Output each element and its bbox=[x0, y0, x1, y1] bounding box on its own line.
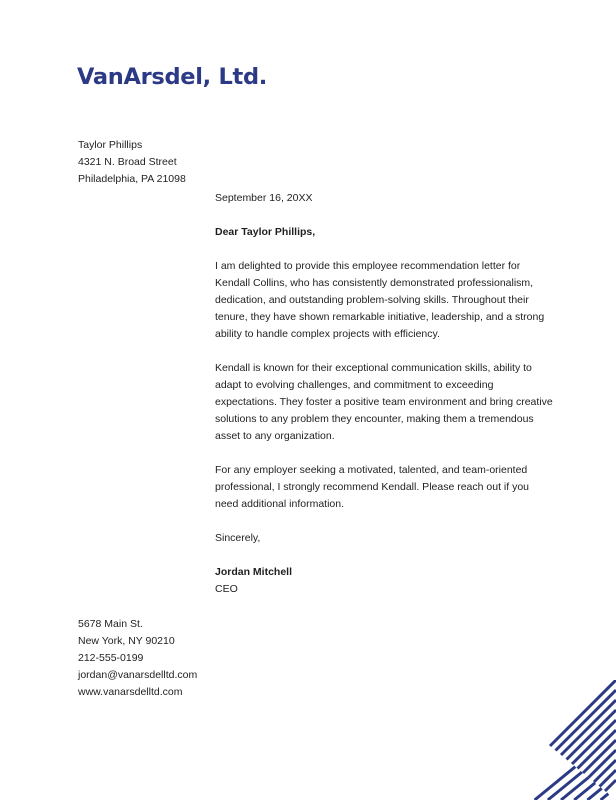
decorative-stripe bbox=[561, 778, 589, 800]
sender-city-state-zip: New York, NY 90210 bbox=[78, 635, 175, 647]
decorative-stripe bbox=[601, 794, 609, 800]
letter-paragraph-3: For any employer seeking a motivated, talented, and team-oriented professional, I strongly recommend Kendall. Please reach out if you need additional information. bbox=[215, 464, 530, 510]
decorative-stripe bbox=[605, 780, 616, 791]
letter-date: September 16, 20XX bbox=[215, 192, 313, 204]
sender-email: jordan@vanarsdelltd.com bbox=[78, 669, 198, 681]
recipient-street: 4321 N. Broad Street bbox=[78, 156, 177, 168]
sender-website: www.vanarsdelltd.com bbox=[78, 686, 183, 698]
letter-body bbox=[215, 190, 555, 598]
signer-title: CEO bbox=[215, 583, 238, 595]
recipient-name: Taylor Phillips bbox=[78, 139, 143, 151]
decorative-stripe bbox=[587, 788, 601, 800]
decorative-stripe bbox=[578, 730, 616, 769]
sender-phone: 212-555-0199 bbox=[78, 652, 144, 664]
decorative-stripe bbox=[567, 710, 616, 760]
sender-contact-block bbox=[78, 616, 197, 701]
letter-salutation: Dear Taylor Phillips, bbox=[215, 226, 316, 238]
decorative-stripes-graphic bbox=[496, 680, 616, 800]
recipient-city-state-zip: Philadelphia, PA 21098 bbox=[78, 173, 186, 185]
signer-name: Jordan Mitchell bbox=[215, 566, 293, 578]
letter-closing: Sincerely, bbox=[215, 532, 261, 544]
sender-street: 5678 Main St. bbox=[78, 618, 143, 630]
letter-paragraph-2: Kendall is known for their exceptional communication skills, ability to adapt to evolving challenges, and commitment to exceeding expectations. They foster a positive team environment and bring creative solutions to any problem they encounter, making them a tremendous asset to any organization. bbox=[215, 362, 553, 442]
recipient-address-block bbox=[78, 137, 186, 188]
decorative-stripe bbox=[594, 760, 616, 782]
letter-paragraph-1: I am delighted to provide this employee recommendation letter for Kendall Collins, who has consistently demonstrated professionalism, dedication, and outstanding problem-solving skills. Throughout their tenure, they have shown remarkable initiative, leadership, and a strong ability to handle complex projects with efficiency. bbox=[215, 260, 545, 340]
decorative-stripe bbox=[550, 680, 616, 746]
company-logo: VanArsdel, Ltd. bbox=[77, 64, 267, 90]
